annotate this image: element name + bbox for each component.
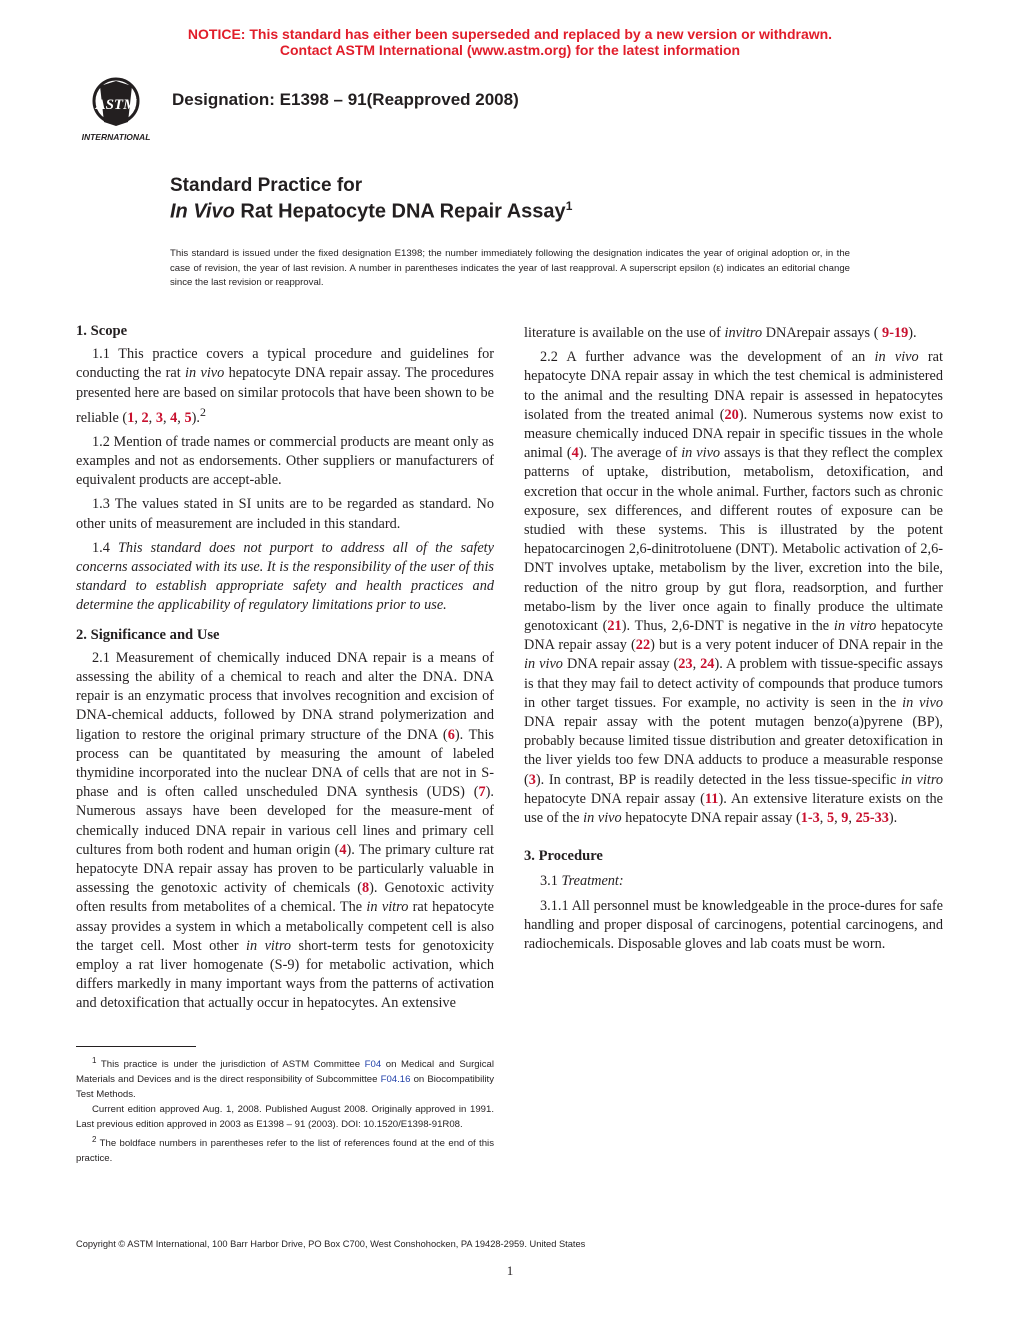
footnote-1: $^1$ This practice is under the jurisdiction of ASTM Committee F04 on Medical and Surgical Materials and Devices and is the direct responsibility of Subcommittee F04.16 on Biocompatibility Test Methods. <box>76 1056 494 1101</box>
astm-logo <box>68 74 164 144</box>
para-1-2: 1.2 Mention of trade names or commercial products are meant only as examples and not as endorsements. Other suppliers or manufacturers of equivalent products are accept-able. <box>76 433 494 489</box>
issued-note: This standard is issued under the fixed designation E1398; the number immediately following the designation indicates the year of original adoption or, in the case of revision, the year of last revision. A number in parentheses indicates the year of last reapproval. A superscript epsilon (ε) indicates an editorial change since the last revision or reapproval. <box>170 248 850 289</box>
committee-link[interactable]: F04 <box>364 1059 382 1071</box>
para-3-1: 3.1 Treatment: <box>540 873 624 890</box>
para-1-4: 1.4 This standard does not purport to address all of the safety concerns associated with its use. It is the responsibility of the user of this standard to establish appropriate safety and health practices and determine the applicability of regulatory limitations prior to use. <box>76 539 494 614</box>
footnotes <box>76 1050 494 1166</box>
ref-link[interactable]: 4 <box>170 409 178 426</box>
title-line-2: In Vivo Rat Hepatocyte DNA Repair Assay$^1$ <box>170 199 573 223</box>
logo-text: ASTM <box>95 97 137 113</box>
section-1-heading: 1. Scope <box>76 323 128 339</box>
para-1-3: 1.3 The values stated in SI units are to be regarded as standard. No other units of measurement are included in this standard. <box>76 496 494 532</box>
copyright: Copyright © ASTM International, 100 Barr Harbor Drive, PO Box C700, West Conshohocken, PA 19428-2959. United States <box>76 1239 586 1249</box>
ref-link[interactable]: 5 <box>184 409 192 426</box>
ref-link[interactable]: 8 <box>362 880 370 897</box>
ref-link[interactable]: 1-3 <box>800 810 820 827</box>
section-3-heading: 3. Procedure <box>524 848 603 865</box>
notice-line-1: NOTICE: This standard has either been superseded and replaced by a new version or withdrawn. <box>187 26 833 42</box>
designation: Designation: E1398 – 91(Reapproved 2008) <box>172 90 519 109</box>
right-column <box>524 324 943 959</box>
ref-link[interactable]: 3 <box>528 771 536 788</box>
para-2-1-continued: literature is available on the use of invitro DNArepair assays ( 9-19). <box>524 325 917 341</box>
ref-link[interactable]: 1 <box>127 409 135 426</box>
subcommittee-link[interactable]: F04.16 <box>380 1074 411 1086</box>
ref-link[interactable]: 3 <box>155 409 163 426</box>
footnote-rule <box>76 1046 196 1047</box>
left-column <box>76 322 494 1019</box>
para-2-2: 2.2 A further advance was the development of an in vivo rat hepatocyte DNA repair assay in which the test chemical is administered to the animal and the resulting DNA repair is assessed in hepatocytes isolated from the treated animal (20). Numerous systems now exist to measure chemically induced DNA repair in specific tissues in the whole animal (4). The average of in vivo assays is that they reflect the complex patterns of uptake, distribution, metabolism, detoxification, and excretion that occur in the whole animal. Further, factors such as chronic exposure, sex differences, and different routes of exposure can be studied with these systems. This is illustrated by the potent hepatocarcinogen 2,6-dinitrotoluene (DNT). Metabolic activation of 2,6-DNT involves uptake, metabolism by the liver, excretion into the bile, reduction of the nitro group by gut flora, readsorption, and further metabo-lism by the liver once again to finally produce the ultimate genotoxicant (21). Thus, 2,6-DNT is negative in the in vitro hepatocyte DNA repair assay (22) but is a very potent inducer of DNA repair in the in vivo DNA repair assay (23, 24). A problem with tissue-specific assays is that they may fail to detect activity of compounds that produce tumors in other target tissues. For example, no activity is seen in the in vivo DNA repair assay with the potent mutagen benzo(a)pyrene (BP), probably because limited tissue distribution and greater detoxification in the liver yields too few DNA adducts to produce a measurable response (3). In contrast, BP is readily detected in the less tissue-specific in vitro hepatocyte DNA repair assay (11). An extensive literature exists on the use of the in vivo hepatocyte DNA repair assay (1-3, 5, 9, 25-33). <box>524 349 944 827</box>
para-1-1: 1.1 This practice covers a typical procedure and guidelines for conducting the rat in vivo hepatocyte DNA repair assay. The procedures presented here are based on similar protocols that have been shown to be reliable (1, 2, 3, 4, 5).$^2$ <box>76 346 494 426</box>
ref-link[interactable]: 11 <box>704 790 719 807</box>
ref-link[interactable]: 2 <box>141 409 149 426</box>
footnote-edition: Current edition approved Aug. 1, 2008. Published August 2008. Originally approved in 1991. Last previous edition approved in 2003 as E1398 – 91 (2003). DOI: 10.1520/E1398-91R08. <box>76 1104 494 1131</box>
ref-link[interactable]: 5 <box>826 810 835 827</box>
ref-link[interactable]: 4 <box>339 841 347 858</box>
notice-line-2: Contact ASTM International (www.astm.org) for the latest information <box>279 42 741 58</box>
ref-link[interactable]: 9-19 <box>882 325 909 341</box>
footnote-2: $^2$ The boldface numbers in parentheses refer to the list of references found at the end of this practice. <box>76 1135 494 1165</box>
para-3-1-1: 3.1.1 All personnel must be knowledgeable in the proce-dures for safe handling and proper disposal of carcinogens, potential carcinogens, and radiochemicals. Disposable gloves and lab coats must be worn. <box>524 897 943 953</box>
ref-link[interactable]: 22 <box>635 637 651 654</box>
ref-link[interactable]: 23 <box>678 656 693 673</box>
para-2-1: 2.1 Measurement of chemically induced DNA repair is a means of assessing the ability of a chemical to reach and alter the DNA. DNA repair is an enzymatic process that involves recognition and excision of DNA-chemical adducts, followed by DNA strand polymerization and ligation to restore the original primary structure of the DNA (6). This process can be quantitated by measuring the amount of labeled thymidine incorporated into the nuclear DNA of cells that are not in S-phase and is often called unscheduled DNA synthesis (UDS) (7). Numerous assays have been developed for the measure-ment of chemically induced DNA repair in various cell lines and primary cell cultures from both rodent and human origin (4). The primary culture rat hepatocyte DNA repair assay has proven to be particularly valuable in assessing the genotoxic activity of chemicals (8). Genotoxic activity often results from metabolites of a chemical. The in vitro rat hepatocyte assay provides a system in which a metabolically competent cell is also the target cell. Most other in vitro short-term tests for genotoxicity employ a rat liver homogenate (S-9) for metabolic activation, which differs markedly in many important ways from the patterns of activation and detoxification that actually occur in hepatocytes. An extensive <box>76 649 494 1012</box>
title-line-1: Standard Practice for <box>170 175 363 196</box>
ref-link[interactable]: 21 <box>607 618 622 635</box>
page-number: 1 <box>506 1263 514 1278</box>
section-2-heading: 2. Significance and Use <box>76 626 220 643</box>
ref-link[interactable]: 20 <box>724 406 739 423</box>
ref-link[interactable]: 4 <box>571 445 579 462</box>
ref-link[interactable]: 24 <box>700 656 715 673</box>
ref-link[interactable]: 7 <box>478 784 486 801</box>
ref-link[interactable]: 25-33 <box>855 810 889 827</box>
ref-link[interactable]: 9 <box>841 810 849 827</box>
logo-subtext: INTERNATIONAL <box>81 132 151 142</box>
ref-link[interactable]: 6 <box>447 726 455 743</box>
